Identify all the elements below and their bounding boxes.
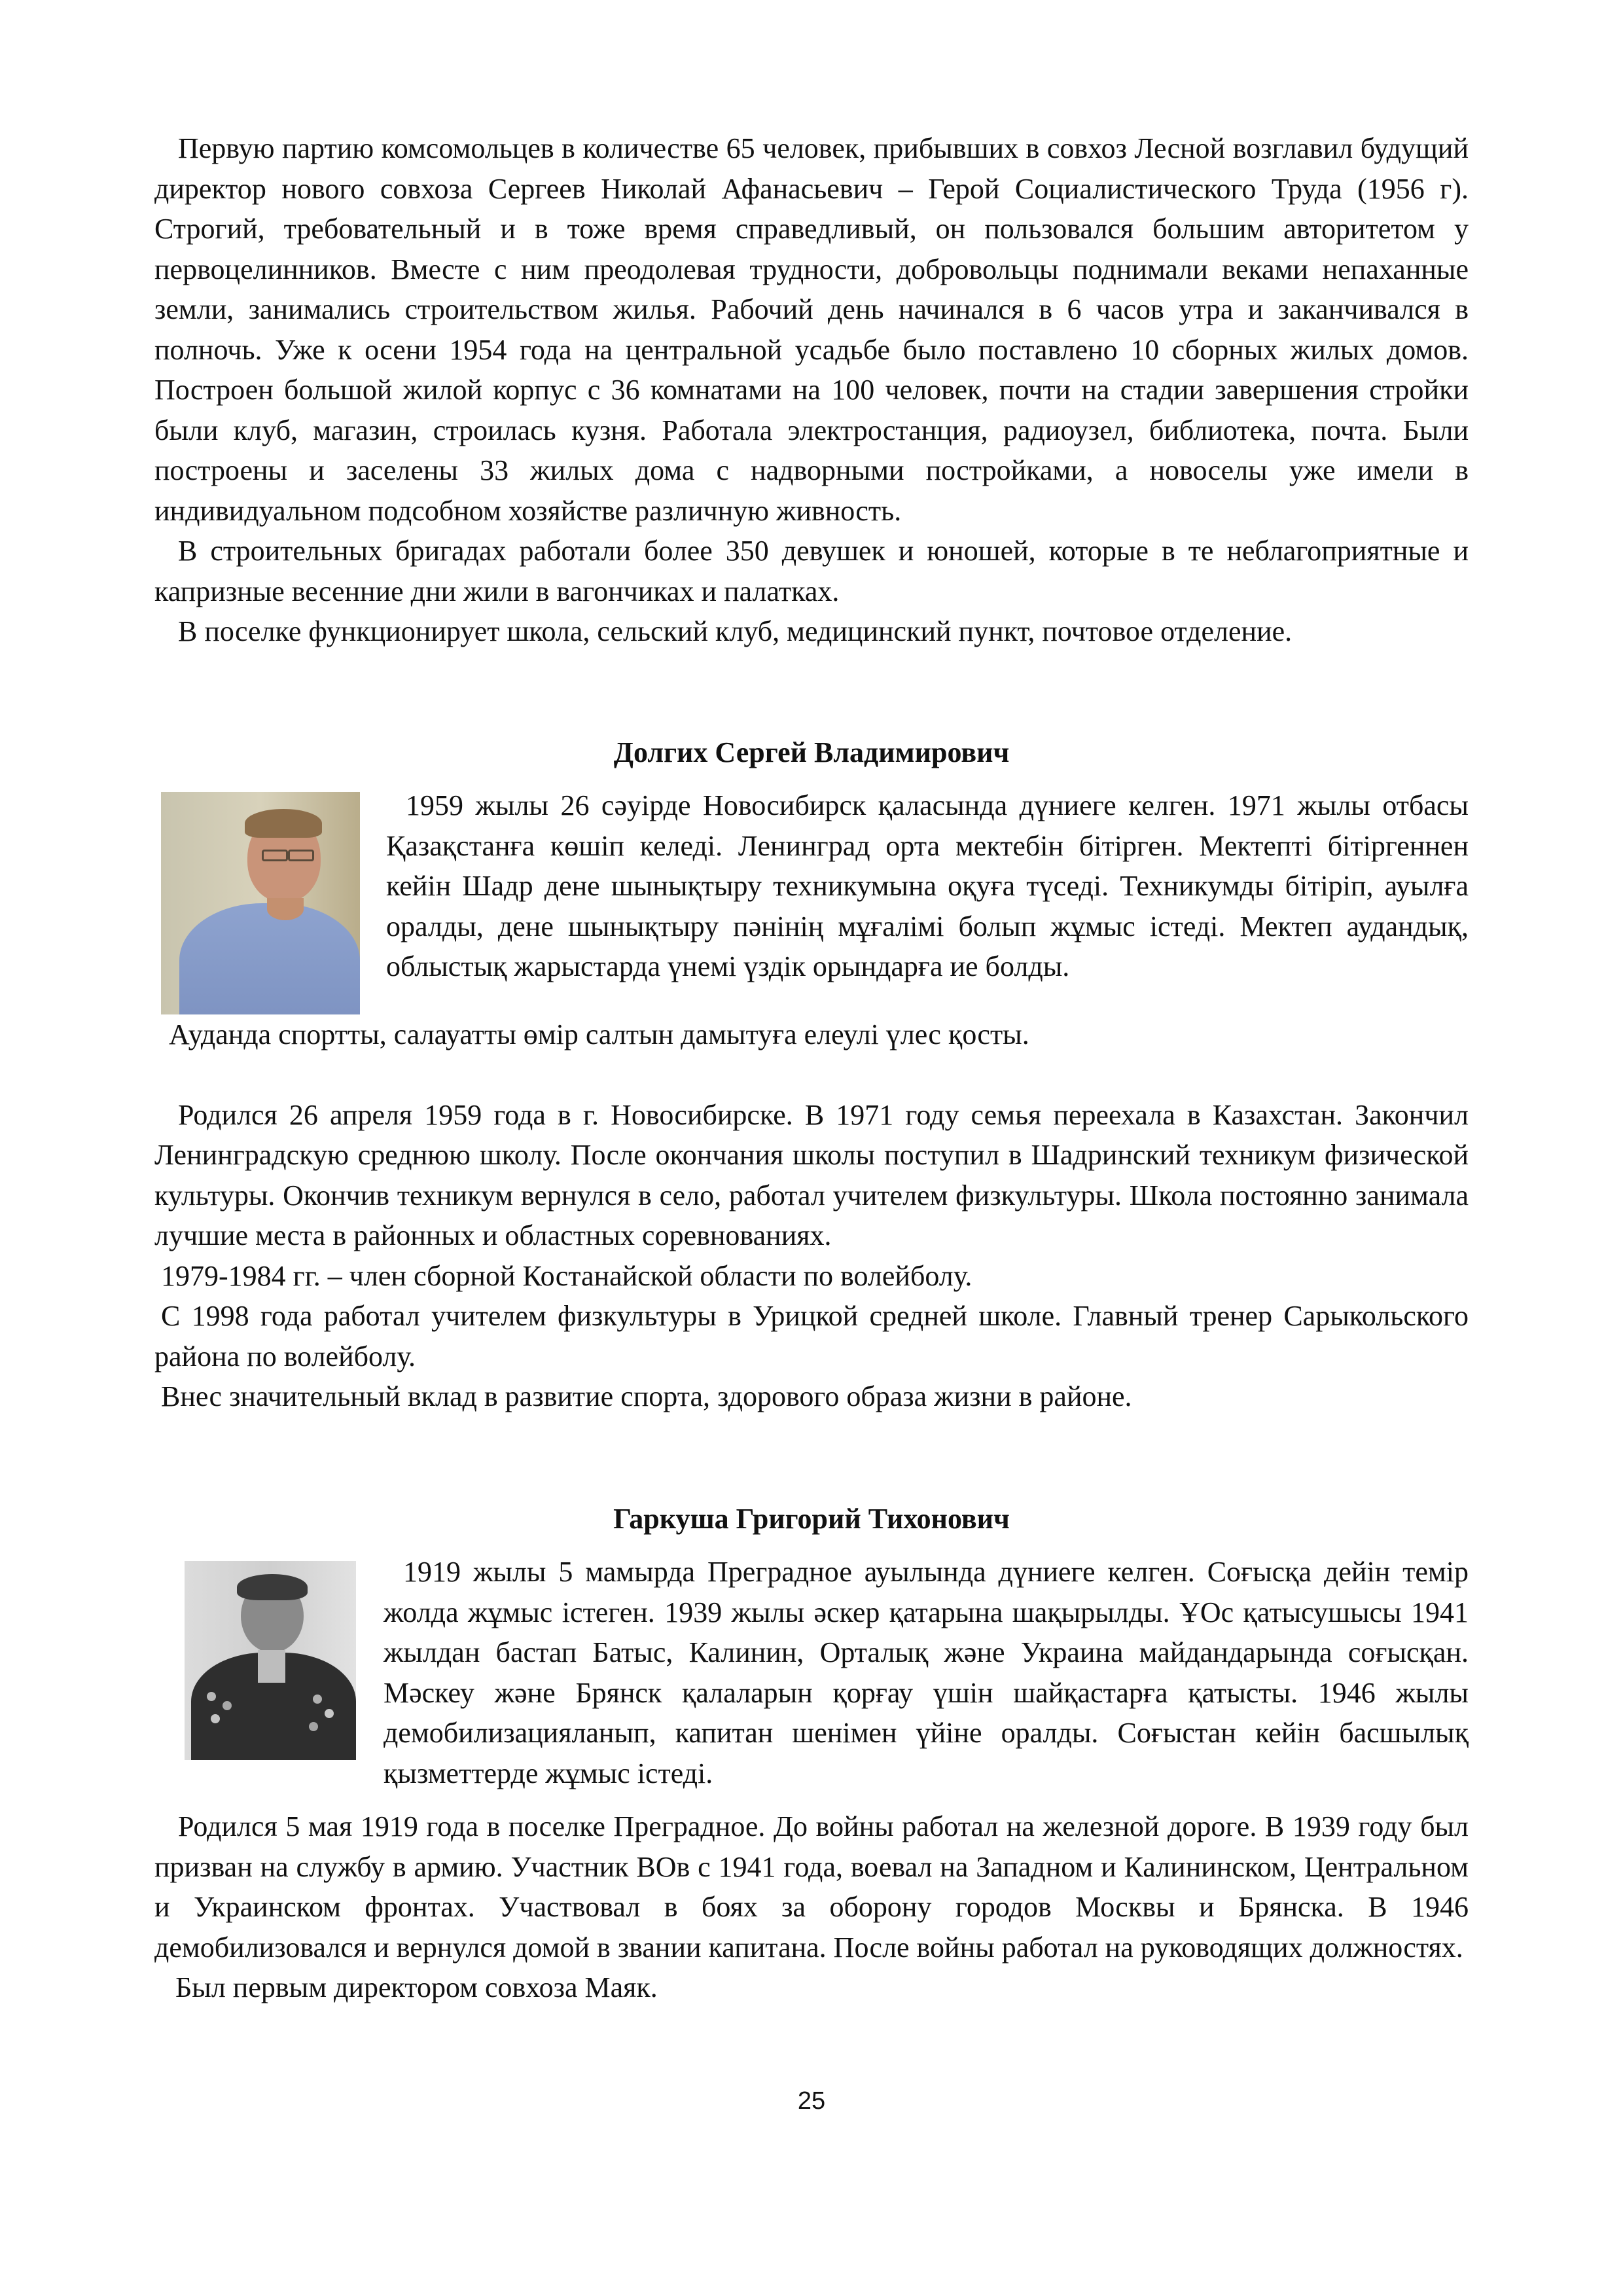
document-page xyxy=(154,128,1469,2008)
person1-kz-paragraph-1: 1959 жылы 26 сәуірде Новосибирск қаласында дүниеге келген. 1971 жылы отбасы Қазақстанға көшіп келеді. Ленинград орта мектебін бітірген. Мектепті бітіргеннен кейін Шадр дене шынықтыру техникумына оқуға түседі. Техникумды бітіріп, ауылға оралды, дене шынықтыру пәнінің мұғалімі болып жұмыс істеді. Мектеп аудандық, облыстық жарыстарда үнемі үздік орындарға ие болды. xyxy=(386,789,1469,982)
person1-kz-paragraph-2: Ауданда спортты, салауатты өмір салтын дамытуға елеулі үлес қосты. xyxy=(169,1018,1029,1050)
person2-kz-paragraph-1: 1919 жылы 5 мамырда Преградное ауылында дүниеге келген. Соғысқа дейін темір жолда жұмыс істеген. 1939 жылы әскер қатарына шақырылды. ҰОс қатысушысы 1941 жылдан бастап Батыс, Калинин, Орталық және Украина майдандарында соғысқан. Мәскеу және Брянск қалаларын қорғау үшін шайқастарға қатысты. 1946 жылы демобилизацияланып, капитан шенімен үйіне оралды. Соғыстан кейін басшылық қызметтерде жұмыс істеді. xyxy=(383,1556,1469,1789)
intro-paragraph-2: В строительных бригадах работали более 350 девушек и юношей, которые в те неблагоприятные и капризные весенние дни жили в вагончиках и палатках. xyxy=(154,535,1469,607)
person1-heading: Долгих Сергей Владимирович xyxy=(613,736,1010,768)
person1-kz-block xyxy=(154,785,1469,1014)
person2-ru-paragraph-1: Родился 5 мая 1919 года в поселке Преградное. До войны работал на железной дороге. В 1939 году был призван на службу в армию. Участник ВОв с 1941 года, воевал на Западном и Калининском, Центральном и Украинском фронтах. Участвовал в боях за оборону городов Москвы и Брянска. В 1946 демобилизовался и вернулся домой в звании капитана. После войны работал на руководящих должностях. xyxy=(154,1810,1469,1964)
page-number: 25 xyxy=(797,2087,826,2115)
person1-ru-paragraph-1: Родился 26 апреля 1959 года в г. Новосибирске. В 1971 году семья переехала в Казахстан. Закончил Ленинградскую среднюю школу. После окончания школы поступил в Шадринский техникум физической культуры. Окончив техникум вернулся в село, работал учителем физкультуры. Школа постоянно занимала лучшие места в районных и областных соревнованиях. xyxy=(154,1098,1469,1251)
person2-kz-block xyxy=(154,1552,1469,1793)
portrait-photo-bw-icon xyxy=(185,1561,356,1760)
portrait-photo-icon xyxy=(161,792,360,1014)
person1-ru-paragraph-3: С 1998 года работал учителем физкультуры в Урицкой средней школе. Главный тренер Сарыкольского района по волейболу. xyxy=(154,1300,1469,1372)
person2-heading: Гаркуша Григорий Тихонович xyxy=(613,1502,1010,1535)
intro-paragraph-3: В поселке функционирует школа, сельский клуб, медицинский пункт, почтовое отделение. xyxy=(178,615,1293,647)
person1-ru-paragraph-4: Внес значительный вклад в развитие спорта, здорового образа жизни в районе. xyxy=(161,1380,1132,1412)
person1-ru-paragraph-2: 1979-1984 гг. – член сборной Костанайской области по волейболу. xyxy=(161,1259,972,1292)
intro-paragraph-1: Первую партию комсомольцев в количестве 65 человек, прибывших в совхоз Лесной возглавил будущий директор нового совхоза Сергеев Николай Афанасьевич – Герой Социалистического Труда (1956 г). Строгий, требовательный и в тоже время справедливый, он пользовался большим авторитетом у первоцелинников. Вместе с ним преодолевая трудности, добровольцы поднимали веками непаханные земли, занимались строительством жилья. Рабочий день начинался в 6 часов утра и заканчивался в полночь. Уже к осени 1954 года на центральной усадьбе было поставлено 10 сборных жилых домов. Построен большой жилой корпус с 36 комнатами на 100 человек, почти на стадии завершения стройки были клуб, магазин, строилась кузня. Работала электростанция, радиоузел, библиотека, почта. Были построены и заселены 33 жилых дома с надворными постройками, а новоселы уже имели в индивидуальном подсобном хозяйстве различную живность. xyxy=(154,132,1469,527)
person2-ru-paragraph-2: Был первым директором совхоза Маяк. xyxy=(175,1971,658,2003)
